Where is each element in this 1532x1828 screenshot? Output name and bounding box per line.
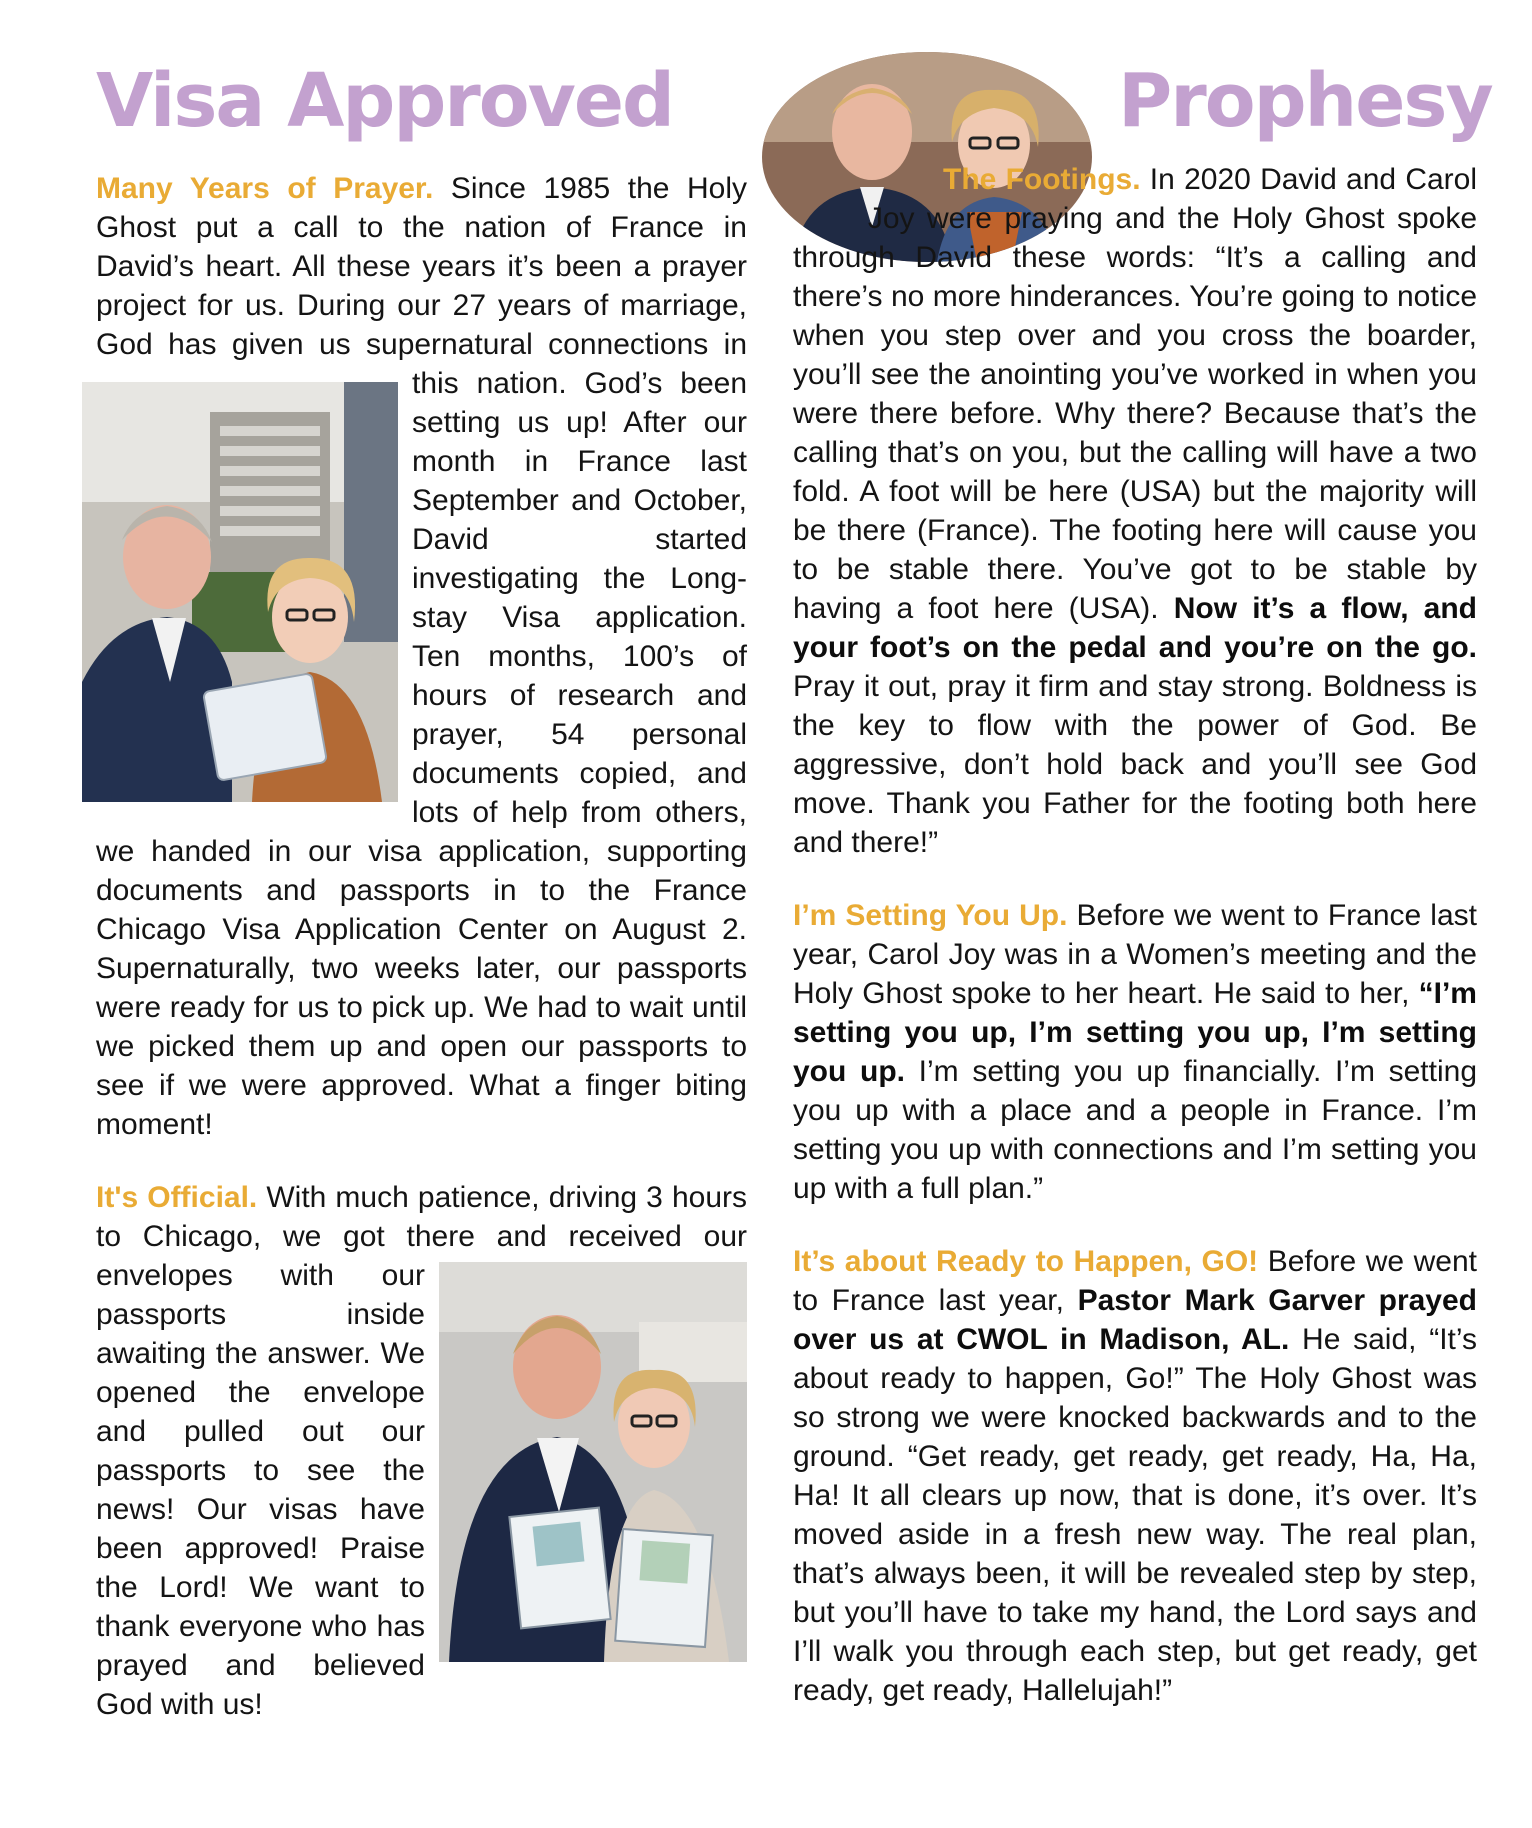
title-visa-approved: Visa Approved xyxy=(96,58,674,144)
footings-bold: Now it’s a flow, and your foot’s on the pedal and you’re on the go. xyxy=(793,592,1477,664)
selfie-street-photo xyxy=(82,382,398,802)
section1-body-b: this nation. God’s been setting us up! After our month in France last September and October, David started investigating the Long-stay Visa application. Ten months, 100’s of hours of research and prayer, 54 personal documents copied, and lots of help from others, we handed in our visa application, supporting documents and passports in to the France Chicago Visa Application Center on August 2. Supernaturally, two weeks later, our passports were ready for us to pick up. We had to wait until we picked them up and open our passports to see if we were approved. What a finger biting moment! xyxy=(96,367,747,1141)
heading-the-footings: The Footings. xyxy=(943,163,1141,196)
heading-im-setting-you-up: I’m Setting You Up. xyxy=(793,899,1068,932)
section-many-years-of-prayer xyxy=(96,169,747,1144)
setting-bold: “I’m setting you up, I’m setting you up, I’m setting you up. xyxy=(793,977,1477,1088)
ready-body-a: Before we went to France last year, xyxy=(793,1245,1478,1317)
ready-body-b: He said, “It’s about ready to happen, Go!” The Holy Ghost was so strong we were knocked backwards and to the ground. “Get ready, get ready, get ready, Ha, Ha, Ha! It all clears up now, that is done, it’s over. It’s moved aside in a fresh new way. The real plan, that’s always been, it will be revealed step by step, but you’ll have to take my hand, the Lord says and I’ll walk you through each step, but get ready, get ready, get ready, Hallelujah!” xyxy=(793,1323,1477,1707)
section-its-official xyxy=(96,1178,747,1724)
section-ready-to-happen xyxy=(793,1242,1477,1710)
title-prophesy: Prophesy xyxy=(1118,58,1492,144)
section-the-footings xyxy=(793,160,1477,862)
left-column xyxy=(96,169,747,1724)
right-column xyxy=(793,160,1477,1710)
setting-body-a: Before we went to France last year, Carol Joy was in a Women’s meeting and the Holy Ghost spoke to her heart. He said to her, xyxy=(793,899,1477,1010)
heading-its-official: It's Official. xyxy=(96,1181,258,1214)
heading-ready-to-happen: It’s about Ready to Happen, GO! xyxy=(793,1245,1259,1278)
ready-bold: Pastor Mark Garver prayed over us at CWOL in Madison, AL. xyxy=(793,1284,1477,1356)
footings-body-b: Pray it out, pray it firm and stay strong. Boldness is the key to flow with the power of God. Be aggressive, don’t hold back and you’ll see God move. Thank you Father for the footing both here and there!” xyxy=(793,670,1477,859)
section2-body-a: With much patience, driving 3 hours to Chicago, we got there and received xyxy=(96,1181,747,1253)
section1-body-a: Since 1985 the Holy Ghost put a call to the nation of France in David’s heart. All these years it’s been a prayer project for us. During our 27 years of marriage, God has given us supernatural connections in xyxy=(96,172,748,361)
footings-body-a: In 2020 David and Carol Joy were praying and the Holy Ghost spoke through David these words: “It’s a calling and there’s no more hinderances. You’re going to notice when you step over and you cross the boarder, you’ll see the anointing you’ve worked in when you were there before. Why there? Because that’s the calling that’s on you, but the calling will have a two fold. A foot will be here (USA) but the majority will be there (France). The footing here will cause you to be stable there. You’ve got to be stable by having a foot here (USA). xyxy=(793,163,1478,625)
section2-body-b: our envelopes with our passports inside awaiting the answer. We opened the envelope and pulled out our passports to see the news! Our visas have been approved! Praise the Lord! We want to thank everyone who has prayed and believed God with us! xyxy=(96,1220,747,1721)
heading-many-years-of-prayer: Many Years of Prayer. xyxy=(96,172,434,205)
passports-photo xyxy=(439,1262,747,1662)
setting-body-b: I’m setting you up financially. I’m setting you up with a place and a people in France. I’m setting you up with connections and I’m setting you up with a full plan.” xyxy=(793,1055,1478,1205)
section-im-setting-you-up xyxy=(793,896,1477,1208)
